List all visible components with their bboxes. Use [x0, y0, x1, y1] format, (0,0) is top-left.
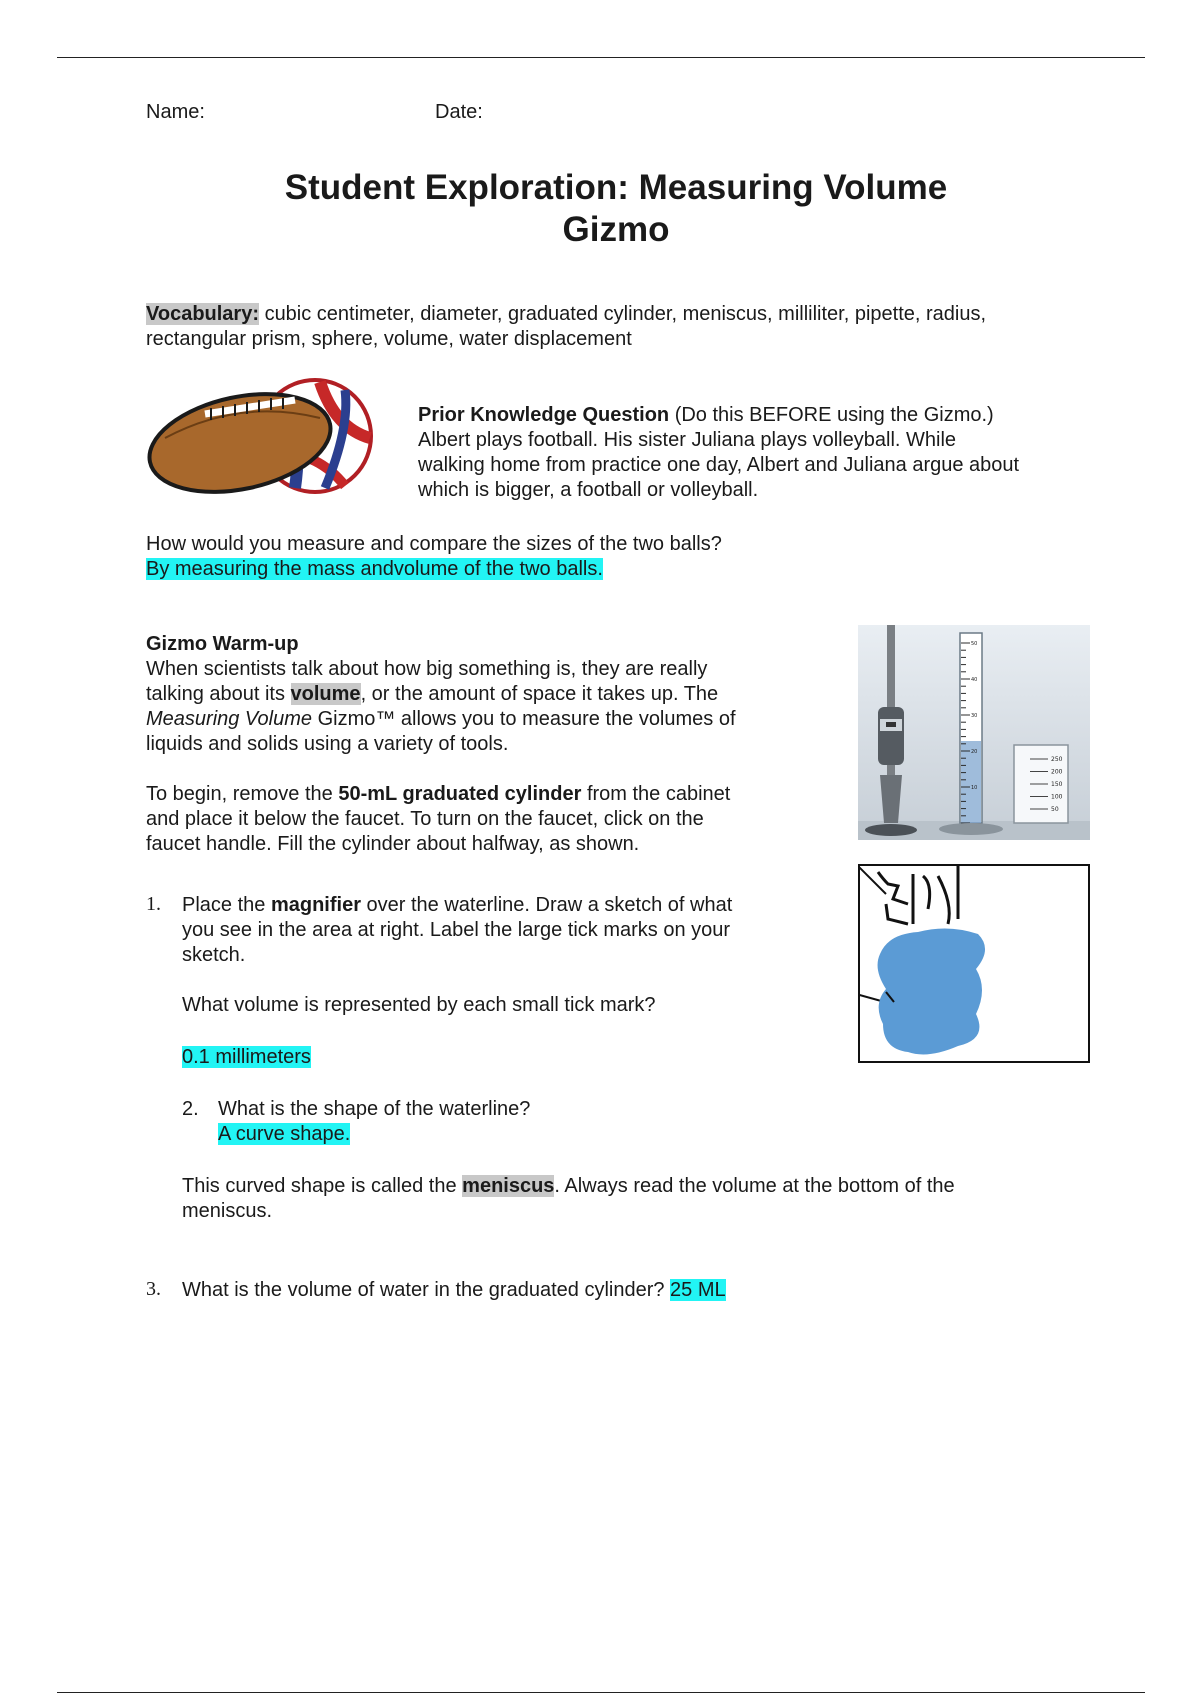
prior-knowledge-heading-line [418, 403, 1118, 428]
q2-question: What is the shape of the waterline? [218, 1098, 531, 1120]
q1-answer: 0.1 millimeters [182, 1046, 311, 1068]
sketch-water [878, 928, 985, 1054]
cylinder-mark-label: 50 [971, 641, 978, 647]
cylinder-mark-label: 40 [971, 677, 978, 683]
page-title [150, 167, 1082, 251]
magnifier-sketch-box [858, 864, 1090, 1064]
q2-answer-line [218, 1122, 838, 1147]
term-magnifier: magnifier [270, 894, 361, 916]
beaker [1014, 745, 1068, 823]
q3-question: What is the volume of water in the graduated cylinder? [182, 1279, 665, 1301]
title-line-2: Gizmo [562, 210, 670, 249]
prior-knowledge-heading: Prior Knowledge Question [418, 404, 670, 426]
gizmo-name: Measuring Volume [146, 708, 313, 730]
warmup-p1-line-3 [146, 707, 826, 732]
graduated-cylinder-term: 50-mL graduated cylinder [338, 783, 582, 805]
vocabulary-line-1 [146, 302, 1156, 327]
q1-line-3: sketch. [182, 944, 246, 966]
beaker-mark-label: 50 [1051, 806, 1059, 813]
beaker-mark-label: 100 [1051, 793, 1063, 801]
top-rule [57, 57, 1145, 58]
cylinder-mark-label: 30 [971, 713, 978, 719]
beaker-mark-label: 250 [1051, 756, 1063, 763]
q2-answer: A curve shape. [218, 1123, 351, 1145]
warmup-p1-line-3-rest: Gizmo™ allows you to measure the volumes of [312, 708, 736, 730]
football-volleyball-illustration [145, 368, 380, 508]
warmup-heading: Gizmo Warm-up [146, 633, 299, 655]
warmup-p1-line-2-b: , or the amount of space it takes up. The [360, 683, 719, 705]
compare-question: How would you measure and compare the sizes of the two balls? [146, 533, 722, 555]
q3-answer: 25 ML [670, 1279, 726, 1301]
prior-knowledge-line-2: walking home from practice one day, Albert and Juliana argue about [418, 454, 1020, 476]
meniscus-line-1-b: . Always read the volume at the bottom of the [554, 1175, 955, 1197]
prior-knowledge-line-3: which is bigger, a football or volleyball. [418, 479, 759, 501]
beaker-mark-label: 200 [1051, 768, 1063, 776]
warmup-p1-line-2-a: talking about its [146, 683, 291, 705]
warmup-p2-line-1-a: To begin, remove the [146, 783, 339, 805]
warmup-p2-line-1 [146, 782, 826, 807]
q1-subquestion: What volume is represented by each small tick mark? [182, 994, 656, 1016]
q1-answer-line [182, 1045, 842, 1070]
bottom-rule [57, 1692, 1145, 1693]
q2-number: 2. [182, 1098, 199, 1120]
term-volume: volume [290, 683, 361, 705]
q3-line [182, 1278, 1082, 1303]
meniscus-line-2: meniscus. [182, 1200, 273, 1222]
warmup-p2-line-3: faucet handle. Fill the cylinder about halfway, as shown. [146, 833, 640, 855]
q1-line-1 [182, 893, 842, 918]
warmup-p2-line-2: and place it below the faucet. To turn on the faucet, click on the [146, 808, 704, 830]
warmup-p1-line-1: When scientists talk about how big something is, they are really [146, 658, 708, 680]
compare-answer-line [146, 557, 603, 582]
cylinder-mark-label: 20 [971, 749, 978, 755]
vocabulary [146, 302, 1156, 352]
name-label: Name: [146, 101, 205, 123]
q3-number: 3. [146, 1278, 161, 1300]
prior-knowledge-note: (Do this BEFORE using the Gizmo.) [674, 404, 994, 426]
q1-block [182, 893, 842, 1070]
prior-knowledge-block [418, 403, 1118, 503]
vocabulary-label: Vocabulary: [146, 303, 259, 325]
vocabulary-line-2: rectangular prism, sphere, volume, water displacement [146, 328, 632, 350]
cylinder-mark-label: 10 [971, 785, 978, 791]
compare-answer: By measuring the mass andvolume of the two balls. [146, 558, 603, 580]
beaker-mark-label: 150 [1051, 781, 1063, 788]
term-meniscus: meniscus [462, 1175, 555, 1197]
q2-block [218, 1097, 838, 1147]
warmup-block [146, 632, 826, 857]
warmup-p1-line-2 [146, 682, 826, 707]
meniscus-line-1 [182, 1174, 1122, 1199]
date-label: Date: [435, 101, 483, 123]
q1-line-1-b: over the waterline. Draw a sketch of what [360, 894, 733, 916]
q1-number: 1. [146, 893, 161, 915]
prior-knowledge-line-1: Albert plays football. His sister Juliana plays volleyball. While [418, 429, 957, 451]
meniscus-line-1-a: This curved shape is called the [182, 1175, 463, 1197]
vocabulary-terms: cubic centimeter, diameter, graduated cylinder, meniscus, milliliter, pipette, radius, [264, 303, 987, 325]
title-line-1: Student Exploration: Measuring Volume [284, 168, 948, 207]
q1-line-2: you see in the area at right. Label the large tick marks on your [182, 919, 731, 941]
gizmo-screenshot [858, 625, 1090, 840]
warmup-p2-line-1-b: from the cabinet [581, 783, 731, 805]
warmup-p1-line-4: liquids and solids using a variety of tools. [146, 733, 509, 755]
meniscus-note [182, 1174, 1122, 1224]
q1-line-1-a: Place the [182, 894, 271, 916]
